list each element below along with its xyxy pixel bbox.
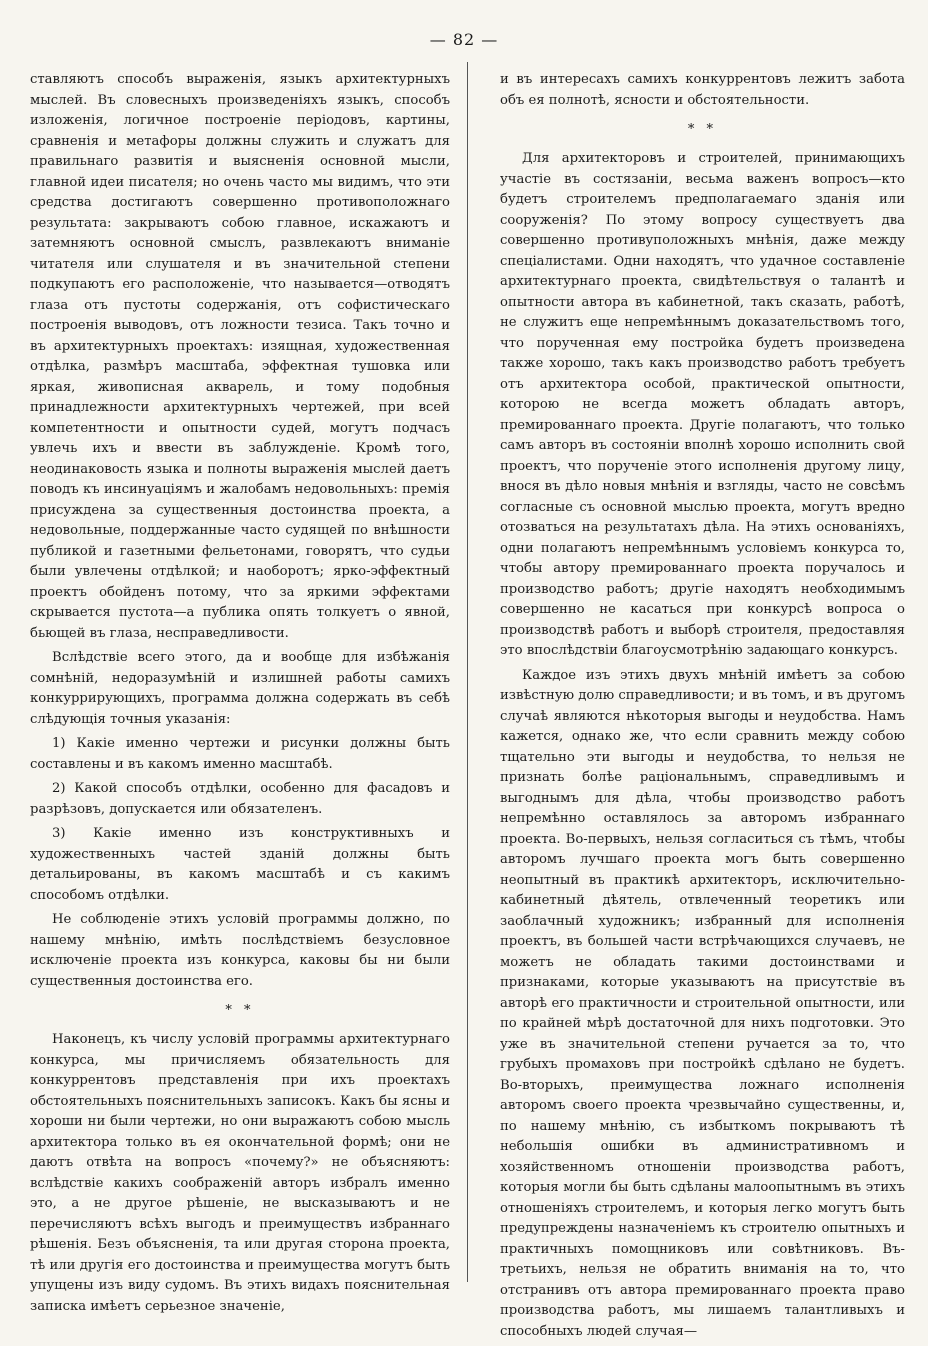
column-divider [467,62,468,1282]
paragraph: ставляютъ способъ выраженія, языкъ архитектурныхъ мыслей. Въ словесныхъ произведеніяхъ языкъ, способъ изложенія, логичное построеніе періодовъ, картины, сравненія и метафоры должны служить и служатъ для правильнаго развитія и выясненія основной мысли, главной идеи писателя; но очень часто мы видимъ, что эти средства достигаютъ совершенно противоположнаго результата: закрываютъ собою главное, искажаютъ и затемняютъ основной смыслъ, развлекаютъ вниманіе читателя или слушателя и въ значительной степени подкупаютъ его расположеніе, что называется—отводятъ глаза отъ пустоты содержанія, отъ софистическаго построенія выводовъ, отъ ложности тезиса. Такъ точно и въ архитектурныхъ проектахъ: изящная, художественная отдѣлка, размѣръ масштаба, эффектная тушовка или яркая, живописная акварель, и тому подобныя принадлежности архитектурныхъ чертежей, при всей компетентности и опытности судей, могутъ подчасъ увлечь ихъ и ввести въ заблужденіе. Кромѣ того, неодинаковость языка и полноты выраженія мыслей даетъ поводъ къ инсинуаціямъ и жалобамъ недовольныхъ: премія присуждена за существенныя достоинства проекта, а недовольные, поддержанные часто судящей по внѣшности публикой и газетными фельетонами, говорятъ, что судьи были увлечены отдѣлкой; и наоборотъ; ярко-эффектный проектъ обойденъ потому, что за яркими эффектами скрывается пустота—а публика опять толкуетъ о явной, бьющей въ глаза, несправедливости. [30,72,450,641]
page-number: — 82 — [429,30,499,49]
paragraph: Наконецъ, къ числу условій программы архитектурнаго конкурса, мы причисляемъ обязательность для конкуррентовъ представленія при ихъ проектахъ обстоятельныхъ пояснительныхъ записокъ. Какъ бы ясны и хороши ни были чертежи, но они выражаютъ собою мысль архитектора только въ ея окончательной формѣ; они не даютъ отвѣта на вопросъ «почему?» не объясняютъ: вслѣдствіе какихъ соображеній авторъ избралъ именно это, а не другое рѣшеніе, не высказываютъ и не перечисляютъ всѣхъ выгодъ и преимуществъ избраннаго рѣшенія. Безъ объясненія, та или другая сторона проекта, тѣ или другія его достоинства и преимущества могутъ быть упущены изъ виду судомъ. Въ этихъ видахъ пояснительная записка имѣетъ серьезное значеніе, [30,1032,450,1314]
list-item: 1) Какіе именно чертежи и рисунки должны быть составлены и въ какомъ именно масштабѣ. [30,736,450,772]
paragraph: Каждое изъ этихъ двухъ мнѣній имѣетъ за собою извѣстную долю справедливости; и въ томъ, и въ другомъ случаѣ являются нѣкоторыя выгоды и неудобства. Намъ кажется, однако же, что если сравнить между собою тщательно эти выгоды и неудобства, то нельзя не признать болѣе раціональнымъ, справедливымъ и выгоднымъ для дѣла, чтобы производство работъ непремѣнно оставлялось за авторомъ избраннаго проекта. Во-первыхъ, нельзя согласиться съ тѣмъ, чтобы авторомъ лучшаго проекта могъ быть совершенно неопытный въ практикѣ архитекторъ, исключительно-кабинетный дѣятель, отвлеченный теоретикъ или заоблачный художникъ; избранный для исполненія проектъ, въ большей части встрѣчающихся случаевъ, не можетъ не обладать такими достоинствами и признаками, которые указываютъ на присутствіе въ авторѣ его практичности и строительной опытности, или по крайней мѣрѣ достаточной для нихъ подготовки. Это уже въ значительной степени ручается за то, что грубыхъ промаховъ при постройкѣ сдѣлано не будетъ. Во-вторыхъ, преимущества ложнаго исполненія авторомъ своего проекта чрезвычайно существенны, и, по нашему мнѣнію, съ избыткомъ покрываютъ тѣ небольшія ошибки въ административномъ и хозяйственномъ отношеніи производства работъ, которыя могли бы быть сдѣланы малоопытнымъ въ этихъ отношеніяхъ строителемъ, и которыя легко могутъ быть предупреждены назначеніемъ къ строителю опытныхъ и практичныхъ помощниковъ или совѣтниковъ. Въ-третьихъ, нельзя не обратить вниманія на то, что отстранивъ отъ автора премированнаго проекта право производства работъ, мы лишаемъ талантливыхъ и способныхъ людей случая— [500,667,905,1339]
right-column [500,70,905,1346]
left-column [30,70,450,1321]
list-item: 2) Какой способъ отдѣлки, особенно для фасадовъ и разрѣзовъ, допускается или обязателенъ. [30,781,450,817]
paragraph: Для архитекторовъ и строителей, принимающихъ участіе въ состязаніи, весьма важенъ вопросъ—кто будетъ строителемъ предполагаемаго зданія или сооруженія? По этому вопросу существуетъ два совершенно противуположныхъ мнѣнія, даже между спеціалистами. Одни находятъ, что удачное составленіе архитектурнаго проекта, свидѣтельствуя о талантѣ и опытности автора въ кабинетной, такъ сказать, работѣ, не служитъ еще непремѣннымъ доказательствомъ того, что порученная ему постройка будетъ произведена также хорошо, такъ какъ производство работъ требуетъ отъ архитектора особой, практической опытности, которою не всегда можетъ обладать авторъ, премированнаго проекта. Другіе полагаютъ, что только самъ авторъ въ состояніи вполнѣ хорошо исполнить свой проектъ, что порученіе этого исполненія другому лицу, внося въ дѣло новыя мнѣнія и взгляды, часто не совсѣмъ согласные съ основной мыслью проекта, могутъ вредно отозваться на результатахъ дѣла. На этихъ основаніяхъ, одни полагаютъ непремѣннымъ условіемъ конкурса то, чтобы автору премированнаго проекта поручалось и производство работъ; другіе находятъ необходимымъ совершенно не касаться при конкурсѣ вопроса о производствѣ работъ и выборѣ строителя, предоставляя это впослѣдствіи благоусмотрѣнію задающаго конкурсъ. [500,151,905,658]
paragraph: и въ интересахъ самихъ конкуррентовъ лежитъ забота объ ея полнотѣ, ясности и обстоятельности. [500,72,905,108]
paragraph: Вслѣдствіе всего этого, да и вообще для избѣжанія сомнѣній, недоразумѣній и излишней работы самихъ конкуррирующихъ, программа должна содержать въ себѣ слѣдующія точныя указанія: [30,650,450,727]
section-separator: * * [687,122,718,137]
list-item: 3) Какіе именно изъ конструктивныхъ и художественныхъ частей зданій должны быть детальированы, въ какомъ масштабѣ и съ какимъ способомъ отдѣлки. [30,826,450,903]
paragraph: Не соблюденіе этихъ условій программы должно, по нашему мнѣнію, имѣть послѣдствіемъ безусловное исключеніе проекта изъ конкурса, каковы бы ни были существенныя достоинства его. [30,912,450,989]
section-separator: * * [225,1003,255,1018]
